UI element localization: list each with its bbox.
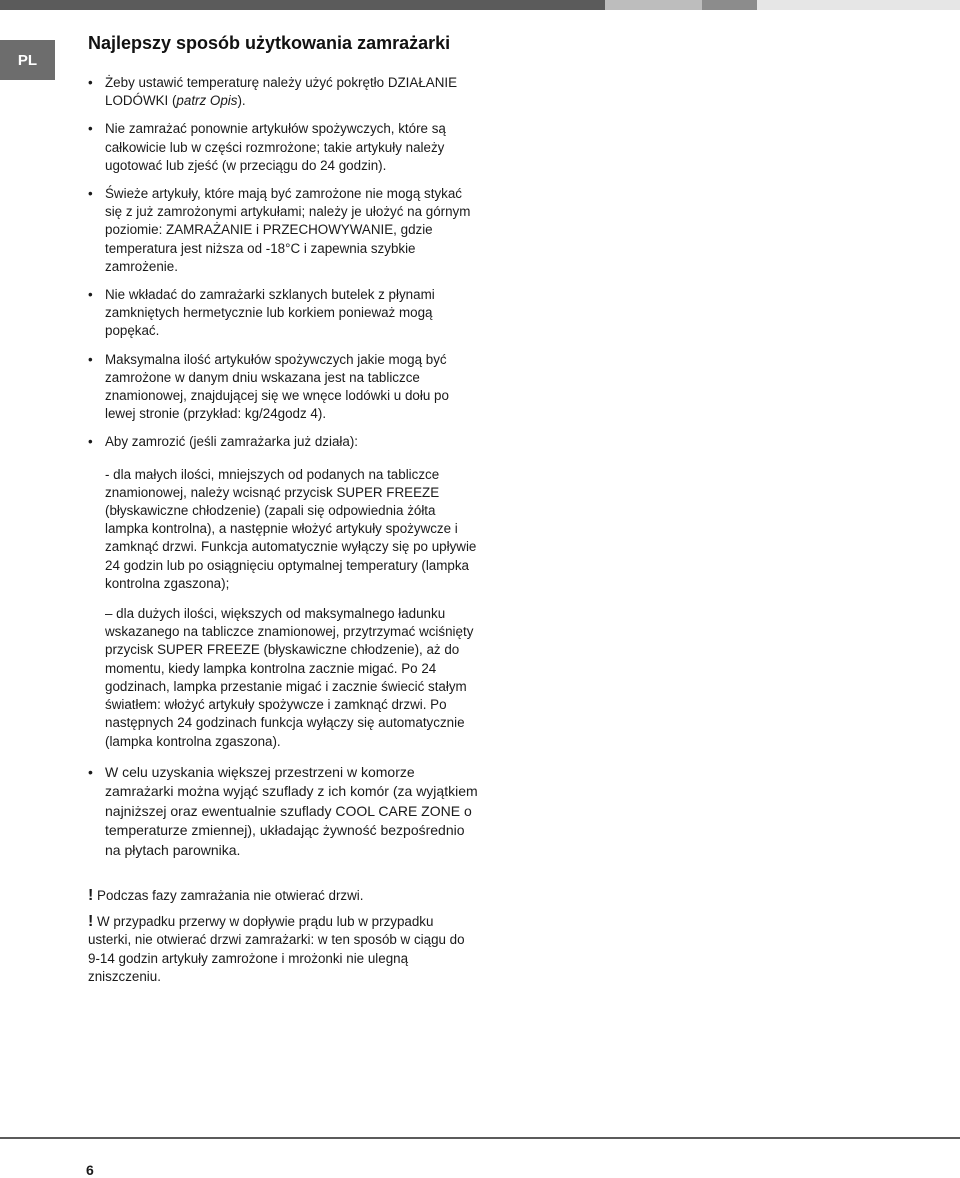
page-title: Najlepszy sposób użytkowania zamrażarki: [88, 33, 451, 53]
warnings: [88, 887, 478, 994]
main-content: [88, 74, 478, 870]
bullet-list: [88, 74, 478, 452]
top-bar-pale: [757, 0, 960, 10]
warning-note: ! W przypadku przerwy w dopływie prądu lub w przypadku usterki, nie otwierać drzwi zamrażarki: w ten sposób w ciągu do 9-14 godzin artykuły zamrożone i mrożonki nie ulegną zniszczeniu.: [88, 913, 465, 984]
sub-item-small-quantities: - dla małych ilości, mniejszych od podanych na tabliczce znamionowej, należy wcisnąć przycisk SUPER FREEZE (błyskawiczne chłodzenie) (zapali się odpowiednia żółta lampka kontrolna), a następnie włożyć artykuły spożywcze i zamknąć drzwi. Funkcja automatycznie wyłączy się po upływie 24 godzin lub po osiągnięciu optymalnej temperatury (lampka kontrolna zgaszona);: [105, 466, 477, 591]
list-item: • Nie zamrażać ponownie artykułów spożywczych, które są całkowicie lub w części rozmrożone; takie artykuły należy ugotować lub zjeść (w przeciągu do 24 godzin).: [88, 120, 478, 175]
list-item: • W celu uzyskania większej przestrzeni w komorze zamrażarki można wyjąć szuflady z ich komór (za wyjątkiem najniższej oraz ewentualnie szuflady COOL CARE ZONE o temperaturze zmiennej), układając żywność bezpośrednio na płytach parownika.: [88, 763, 478, 861]
sub-item-large-quantities: – dla dużych ilości, większych od maksymalnego ładunku wskazanego na tabliczce znamionowej, przytrzymać wciśnięty przycisk SUPER FREEZE (błyskawiczne chłodzenie), aż do momentu, kiedy lampka kontrolna zacznie migać. Po 24 godzinach, lampka przestanie migać i zacznie świecić stałym światłem: włożyć artykuły spożywcze i zamknąć drzwi. Po następnych 24 godzinach funkcja wyłączy się automatycznie (lampka kontrolna zgaszona).: [105, 606, 474, 749]
list-item: • Maksymalna ilość artykułów spożywczych jakie mogą być zamrożone w danym dniu wskazana jest na tabliczce znamionowej, znajdującej się we wnęce lodówki u dołu po lewej stronie (przykład: kg/24godz 4).: [88, 351, 478, 424]
top-bar-mid: [702, 0, 757, 10]
list-item: • Nie wkładać do zamrażarki szklanych butelek z płynami zamkniętych hermetycznie lub korkiem ponieważ mogą popękać.: [88, 286, 478, 341]
page-number: 6: [86, 1162, 94, 1178]
list-item: • Aby zamrozić (jeśli zamrażarka już działa):: [88, 433, 478, 451]
warning-note: ! Podczas fazy zamrażania nie otwierać drzwi.: [88, 887, 364, 904]
top-bar-dark: [0, 0, 605, 10]
list-item: • Żeby ustawić temperaturę należy użyć pokrętło DZIAŁANIE LODÓWKI (patrz Opis).: [88, 74, 478, 110]
list-item: • Świeże artykuły, które mają być zamrożone nie mogą stykać się z już zamrożonymi artykułami; należy je ułożyć na górnym poziomie: ZAMRAŻANIE i PRZECHOWYWANIE, gdzie temperatura jest niższa od -18°C i zapewnia szybkie zamrożenie.: [88, 185, 478, 276]
exclamation-icon: !: [88, 887, 94, 904]
exclamation-icon: !: [88, 913, 94, 931]
footer-divider: [0, 1137, 960, 1139]
bullet-list-2: [88, 763, 478, 861]
language-tab: PL: [0, 40, 55, 80]
top-bar-light: [605, 0, 702, 10]
sub-list: [88, 466, 478, 751]
